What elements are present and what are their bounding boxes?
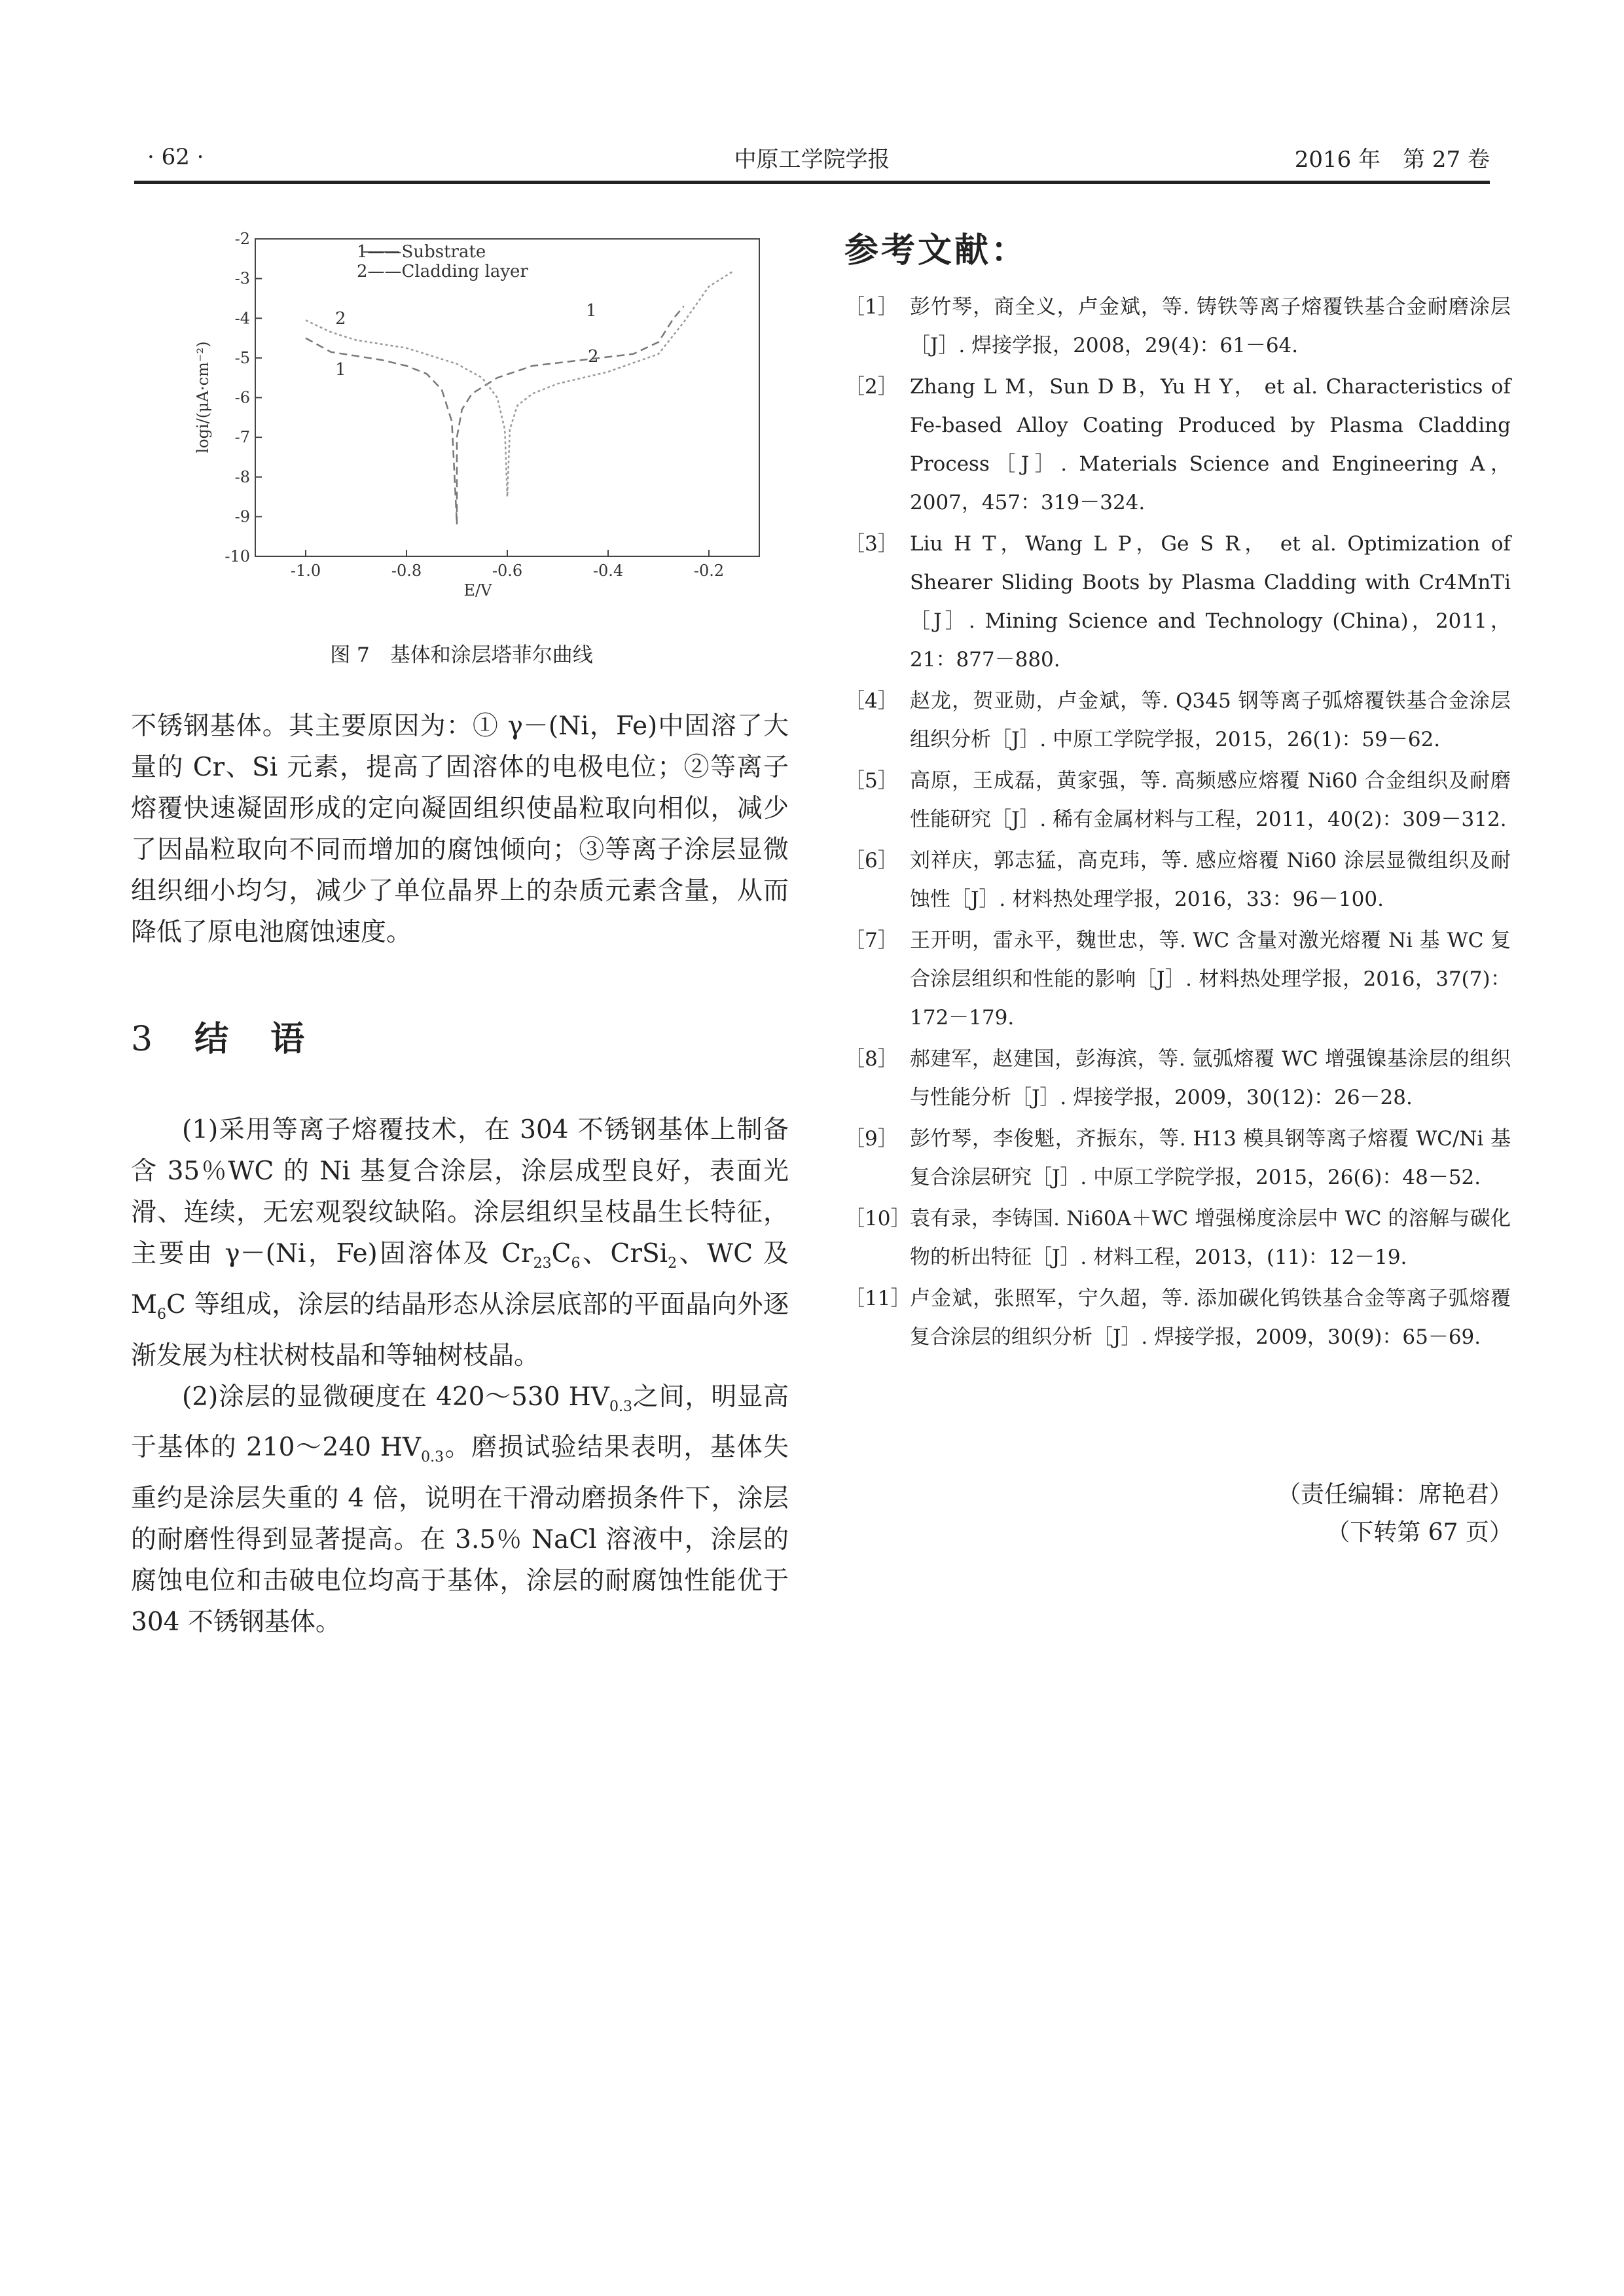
volume-info: 2016 年 第 27 卷 — [1294, 147, 1490, 173]
figure-7 — [190, 213, 779, 619]
section-number: 3 — [131, 1020, 156, 1059]
conclusion-1: (1)采用等离子熔覆技术，在 304 不锈钢基体上制备含 35％WC 的 Ni 基复合涂层，涂层成型良好，表面光滑、连续，无宏观裂纹缺陷。涂层组织呈枝晶生长特征，主要由 γ－(Ni，Fe)固溶体及 $Cr_{23}C_6$、CrSi$_2$、WC 及 $M_6C$ 等组成，涂层的结晶形态从涂层底部的平面晶向外逐渐发展为柱状树枝晶和等轴树枝晶。 — [131, 1115, 789, 1371]
curve-label-2-left: 2 — [335, 309, 346, 329]
section-title-char-2: 语 — [270, 1019, 308, 1059]
body-paragraph: 不锈钢基体。其主要原因为：① γ－(Ni，Fe)中固溶了大量的 Cr、Si 元素，提高了固溶体的电极电位；②等离子熔覆快速凝固形成的定向凝固组织使晶粒取向相似，减少了因晶粒取向不同而增加的腐蚀倾向；③等离子涂层显微组织细小均匀，减少了单位晶界上的杂质元素含量，从而降低了原电池腐蚀速度。 — [131, 711, 789, 947]
left-column-top — [131, 706, 789, 953]
y-tick-label: -2 — [234, 230, 250, 248]
legend-1: 1——Substrate — [357, 242, 486, 262]
conclusions — [131, 1109, 789, 1643]
reference-item: ［10］ 袁有录，李铸国. Ni60A＋WC 增强梯度涂层中 WC 的溶解与碳化物的析出特征［J］. 材料工程，2013，(11)：12－19. — [844, 1207, 1511, 1269]
plot-frame — [255, 239, 759, 556]
journal-title: 中原工学院学报 — [734, 147, 890, 173]
tafel-chart — [190, 213, 779, 619]
editor-note — [1277, 1476, 1513, 1552]
page-header — [134, 137, 1490, 184]
section-title-char-1: 结 — [194, 1019, 232, 1059]
reference-item: ［9］ 彭竹琴，李俊魁，齐振东，等. H13 模具钢等离子熔覆 WC/Ni 基复合涂层研究［J］. 中原工学院学报，2015，26(6)：48－52. — [844, 1127, 1511, 1189]
x-tick-label: -0.6 — [492, 562, 523, 580]
x-tick-label: -0.8 — [391, 562, 422, 580]
x-tick-label: -0.2 — [693, 562, 725, 580]
responsible-editor: （责任编辑：席艳君） — [1276, 1481, 1513, 1508]
conclusion-2: (2)涂层的显微硬度在 420～530 $HV_{0.3}$之间，明显高于基体的 210～240 $HV_{0.3}$。磨损试验结果表明，基体失重约是涂层失重的 4 倍，说明在干滑动磨损条件下，涂层的耐磨性得到显著提高。在 3.5％ NaCl 溶液中，涂层的腐蚀电位和击破电位均高于基体，涂层的耐腐蚀性能优于 304 不锈钢基体。 — [131, 1382, 789, 1638]
reference-item: ［8］ 郝建军，赵建国，彭海滨，等. 氩弧熔覆 WC 增强镍基涂层的组织与性能分析［J］. 焊接学报，2009，30(12)：26－28. — [844, 1047, 1511, 1109]
y-tick-label: -4 — [234, 309, 250, 328]
reference-item: ［4］ 赵龙，贺亚勋，卢金斌，等. Q345 钢等离子弧熔覆铁基合金涂层组织分析［J］. 中原工学院学报，2015，26(1)：59－62. — [844, 689, 1511, 751]
reference-item: ［2］ Zhang L M，Sun D B，Yu H Y， et al. Characteristics of Fe-based Alloy Coating Produced by Plasma Cladding Process［J］. Materials Science and Engineering A，2007，457：319－324. — [844, 375, 1511, 514]
section-heading — [131, 1011, 307, 1060]
curve-label-1-right: 1 — [586, 301, 597, 321]
reference-item: ［6］ 刘祥庆，郭志猛，高克玮，等. 感应熔覆 Ni60 涂层显微组织及耐蚀性［J］. 材料热处理学报，2016，33：96－100. — [844, 849, 1511, 911]
x-tick-label: -1.0 — [290, 562, 321, 580]
continued-on: （下转第 67 页） — [1326, 1519, 1513, 1546]
reference-item: ［7］ 王开明，雷永平，魏世忠，等. WC 含量对激光熔覆 Ni 基 WC 复合涂层组织和性能的影响［J］. 材料热处理学报，2016，37(7)：172－179. — [844, 929, 1511, 1030]
x-axis-label: E/V — [463, 581, 492, 600]
curve-label-2-right: 2 — [588, 347, 599, 367]
y-axis-label: logi/(μA·cm⁻²) — [194, 341, 212, 454]
figure-caption: 图 7 基体和涂层塔菲尔曲线 — [330, 643, 593, 667]
y-tick-label: -5 — [234, 348, 250, 367]
x-tick-label: -0.4 — [592, 562, 624, 580]
y-tick-label: -3 — [234, 269, 250, 288]
y-tick-label: -6 — [234, 388, 250, 407]
references-title: 参考文献： — [844, 230, 1028, 270]
y-tick-label: -10 — [225, 547, 250, 565]
reference-item: ［5］ 高原，王成磊，黄家强，等. 高频感应熔覆 Ni60 合金组织及耐磨性能研究［J］. 稀有金属材料与工程，2011，40(2)：309－312. — [844, 769, 1511, 831]
reference-item: ［11］ 卢金斌，张照军，宁久超，等. 添加碳化钨铁基合金等离子弧熔覆复合涂层的组织分析［J］. 焊接学报，2009，30(9)：65－69. — [844, 1287, 1511, 1349]
reference-list — [844, 288, 1511, 1359]
curve-label-1-left: 1 — [335, 360, 346, 380]
y-tick-label: -9 — [234, 507, 250, 526]
y-tick-label: -8 — [234, 467, 250, 486]
legend-2: 2——Cladding layer — [357, 262, 528, 281]
reference-item: ［3］ Liu H T，Wang L P，Ge S R， et al. Optimization of Shearer Sliding Boots by Plasma Cladding with Cr4MnTi［J］. Mining Science and Technology (China)，2011，21：877－880. — [844, 532, 1511, 672]
page-number: · 62 · — [147, 144, 204, 170]
reference-item: ［1］ 彭竹琴，商全义，卢金斌，等. 铸铁等离子熔覆铁基合金耐磨涂层［J］. 焊接学报，2008，29(4)：61－64. — [844, 295, 1511, 357]
y-tick-label: -7 — [234, 428, 250, 447]
